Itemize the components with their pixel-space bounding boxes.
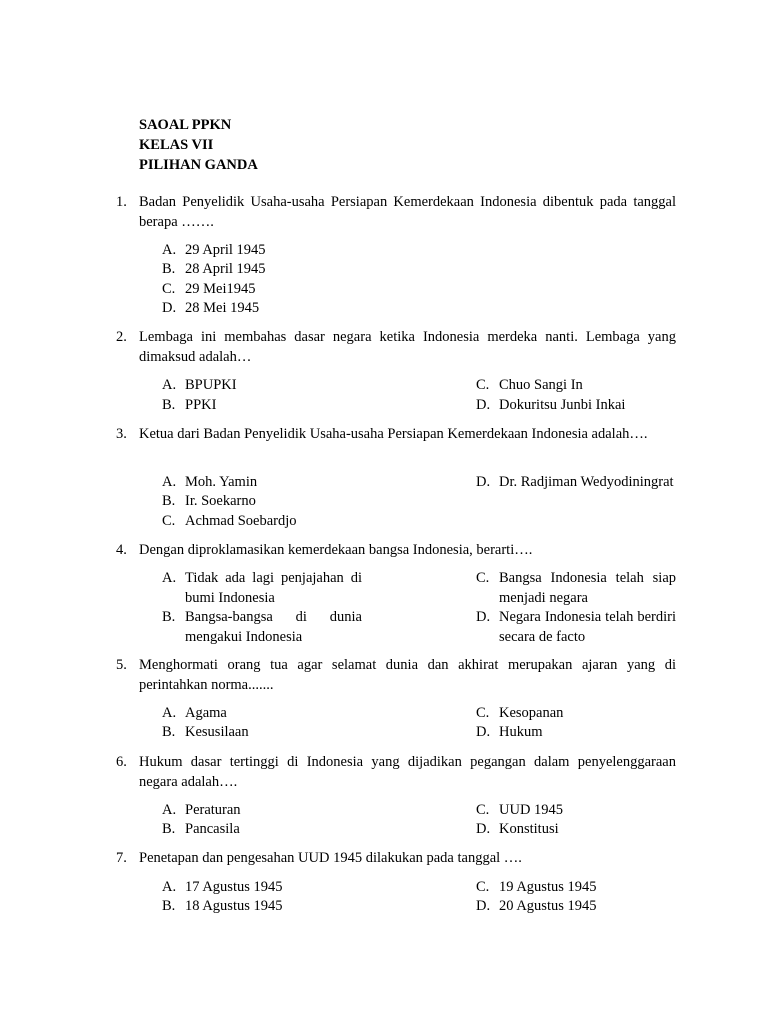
question-number: 7. xyxy=(116,850,127,866)
question-text: Menghormati orang tua agar selamat dunia dan akhirat merupakan ajaran yang di perintahkan norma....... xyxy=(139,657,676,693)
option-3a: A. Moh. Yamin xyxy=(162,474,258,490)
question-2 xyxy=(116,328,676,367)
question-number: 6. xyxy=(116,754,127,770)
option-6d: D. Konstitusi xyxy=(476,821,559,837)
question-text: Badan Penyelidik Usaha-usaha Persiapan Kemerdekaan Indonesia dibentuk pada tanggal berapa ……. xyxy=(139,194,676,230)
option-4d: D. Negara Indonesia telah berdiri secara de facto xyxy=(476,609,676,645)
option-7a: A. 17 Agustus 1945 xyxy=(162,879,283,895)
option-6c: C. UUD 1945 xyxy=(476,802,564,818)
option-1d: D. 28 Mei 1945 xyxy=(162,300,260,316)
option-7d: D. 20 Agustus 1945 xyxy=(476,898,597,914)
option-2d: D. Dokuritsu Junbi Inkai xyxy=(476,397,626,413)
option-7c: C. 19 Agustus 1945 xyxy=(476,879,597,895)
option-2a: A. BPUPKI xyxy=(162,377,237,393)
question-text: Dengan diproklamasikan kemerdekaan bangsa Indonesia, berarti…. xyxy=(139,542,533,558)
option-4b: B. Bangsa-bangsa di dunia mengakui Indonesia xyxy=(162,609,362,645)
question-3 xyxy=(116,425,676,445)
option-2b: B. PPKI xyxy=(162,397,217,413)
option-1b: B. 28 April 1945 xyxy=(162,261,266,277)
option-5b: B. Kesusilaan xyxy=(162,724,249,740)
option-3c: C. Achmad Soebardjo xyxy=(162,513,297,529)
question-4 xyxy=(116,541,676,561)
question-text: Lembaga ini membahas dasar negara ketika Indonesia merdeka nanti. Lembaga yang dimaksud adalah… xyxy=(139,329,676,365)
option-3b: B. Ir. Soekarno xyxy=(162,493,256,509)
question-number: 1. xyxy=(116,194,127,210)
doc-title: SAOAL PPKN xyxy=(139,117,232,133)
option-3d: D. Dr. Radjiman Wedyodiningrat xyxy=(476,474,674,490)
question-7 xyxy=(116,849,676,869)
option-1c: C. 29 Mei1945 xyxy=(162,281,256,297)
option-5c: C. Kesopanan xyxy=(476,705,564,721)
question-text: Ketua dari Badan Penyelidik Usaha-usaha Persiapan Kemerdekaan Indonesia adalah…. xyxy=(139,426,648,442)
question-6 xyxy=(116,753,676,792)
question-number: 4. xyxy=(116,542,127,558)
question-text: Hukum dasar tertinggi di Indonesia yang dijadikan pegangan dalam penyelenggaraan negara adalah…. xyxy=(139,754,676,790)
class-label: KELAS VII xyxy=(139,137,214,153)
option-1a: A. 29 April 1945 xyxy=(162,242,266,258)
option-5a: A. Agama xyxy=(162,705,227,721)
option-4a: A. Tidak ada lagi penjajahan di bumi Indonesia xyxy=(162,570,362,606)
option-7b: B. 18 Agustus 1945 xyxy=(162,898,283,914)
question-number: 3. xyxy=(116,426,127,442)
section-label: PILIHAN GANDA xyxy=(139,157,258,173)
option-4c: C. Bangsa Indonesia telah siap menjadi negara xyxy=(476,570,676,606)
option-6a: A. Peraturan xyxy=(162,802,241,818)
option-5d: D. Hukum xyxy=(476,724,543,740)
option-6b: B. Pancasila xyxy=(162,821,240,837)
question-number: 5. xyxy=(116,657,127,673)
option-2c: C. Chuo Sangi In xyxy=(476,377,583,393)
question-5 xyxy=(116,656,676,695)
question-text: Penetapan dan pengesahan UUD 1945 dilakukan pada tanggal …. xyxy=(139,850,522,866)
question-number: 2. xyxy=(116,329,127,345)
question-1 xyxy=(116,193,676,232)
